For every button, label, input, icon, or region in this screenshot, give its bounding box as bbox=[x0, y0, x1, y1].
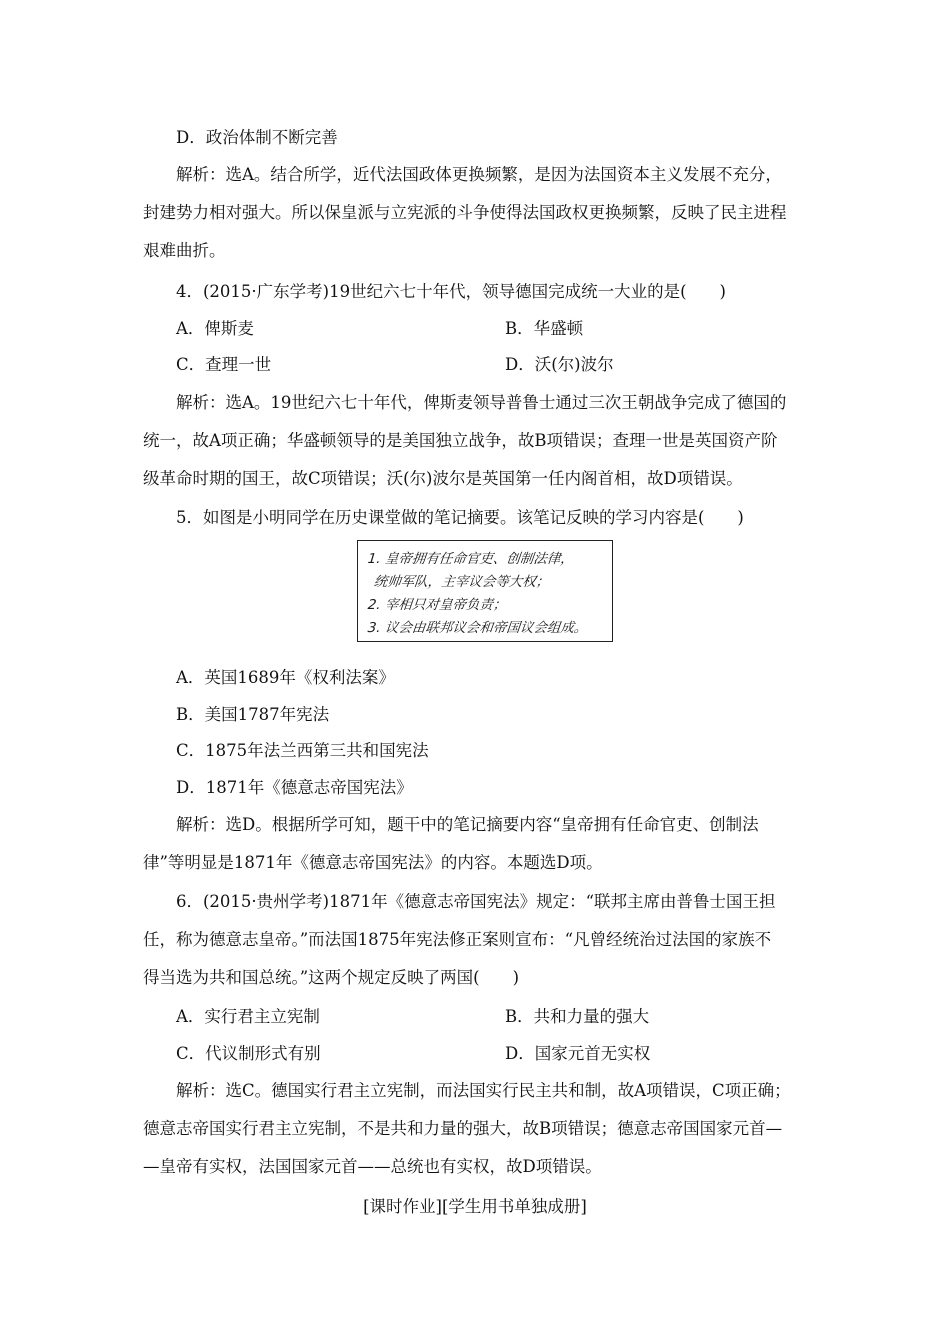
answer-6-line-2: 德意志帝国实行君主立宪制，不是共和力量的强大，故B项错误；德意志帝国国家元首— bbox=[143, 1119, 783, 1138]
answer-4-line-1: 解析：选A。19世纪六七十年代，俾斯麦领导普鲁士通过三次王朝战争完成了德国的 bbox=[176, 393, 787, 412]
q3-option-d: D．政治体制不断完善 bbox=[176, 128, 338, 147]
answer-5-line-1: 解析：选D。根据所学可知，题干中的笔记摘要内容“皇帝拥有任命官吏、创制法 bbox=[176, 815, 759, 834]
section-footer: [课时作业][学生用书单独成册] bbox=[363, 1197, 587, 1216]
handwritten-note-figure bbox=[357, 540, 613, 642]
question-6-line-1: 6．(2015·贵州学考)1871年《德意志帝国宪法》规定：“联邦主席由普鲁士国王担 bbox=[176, 892, 776, 911]
q6-option-c: C．代议制形式有别 bbox=[176, 1044, 321, 1063]
answer-6-line-1: 解析：选C。德国实行君主立宪制，而法国实行民主共和制，故A项错误，C项正确； bbox=[176, 1081, 791, 1100]
question-6-line-2: 任，称为德意志皇帝。”而法国1875年宪法修正案则宣布：“凡曾经统治过法国的家族不 bbox=[143, 930, 772, 949]
answer-3-line-3: 艰难曲折。 bbox=[143, 241, 226, 260]
q5-option-d: D．1871年《德意志帝国宪法》 bbox=[176, 778, 413, 797]
answer-6-line-3: —皇帝有实权，法国国家元首——总统也有实权，故D项错误。 bbox=[143, 1157, 602, 1176]
q4-option-b: B．华盛顿 bbox=[505, 319, 584, 338]
answer-4-line-3: 级革命时期的国王，故C项错误；沃(尔)波尔是英国第一任内阁首相，故D项错误。 bbox=[143, 469, 743, 488]
q6-option-b: B．共和力量的强大 bbox=[505, 1007, 650, 1026]
q6-option-a: A．实行君主立宪制 bbox=[176, 1007, 320, 1026]
q6-option-d: D．国家元首无实权 bbox=[505, 1044, 651, 1063]
question-4: 4．(2015·广东学考)19世纪六七十年代，领导德国完成统一大业的是( ) bbox=[176, 282, 726, 301]
q4-option-c: C．查理一世 bbox=[176, 355, 272, 374]
answer-4-line-2: 统一，故A项正确；华盛顿领导的是美国独立战争，故B项错误；查理一世是英国资产阶 bbox=[143, 431, 778, 450]
question-5: 5．如图是小明同学在历史课堂做的笔记摘要。该笔记反映的学习内容是( ) bbox=[176, 508, 744, 527]
q5-option-c: C．1875年法兰西第三共和国宪法 bbox=[176, 741, 429, 760]
note-line-4: 3. 议会由联邦议会和帝国议会组成。 bbox=[366, 620, 589, 636]
q5-option-a: A．英国1689年《权利法案》 bbox=[176, 668, 395, 687]
note-line-1: 1. 皇帝拥有任命官吏、创制法律， bbox=[366, 551, 575, 567]
answer-5-line-2: 律”等明显是1871年《德意志帝国宪法》的内容。本题选D项。 bbox=[143, 853, 603, 872]
answer-3-line-1: 解析：选A。结合所学，近代法国政体更换频繁，是因为法国资本主义发展不充分， bbox=[176, 165, 782, 184]
q4-option-a: A．俾斯麦 bbox=[176, 319, 254, 338]
q5-option-b: B．美国1787年宪法 bbox=[176, 705, 330, 724]
answer-3-line-2: 封建势力相对强大。所以保皇派与立宪派的斗争使得法国政权更换频繁，反映了民主进程 bbox=[143, 203, 787, 222]
question-6-line-3: 得当选为共和国总统。”这两个规定反映了两国( ) bbox=[143, 968, 520, 987]
q4-option-d: D．沃(尔)波尔 bbox=[505, 355, 614, 374]
note-line-3: 2. 宰相只对皇帝负责； bbox=[366, 597, 508, 613]
note-line-2: 统帅军队，主宰议会等大权； bbox=[372, 574, 551, 590]
